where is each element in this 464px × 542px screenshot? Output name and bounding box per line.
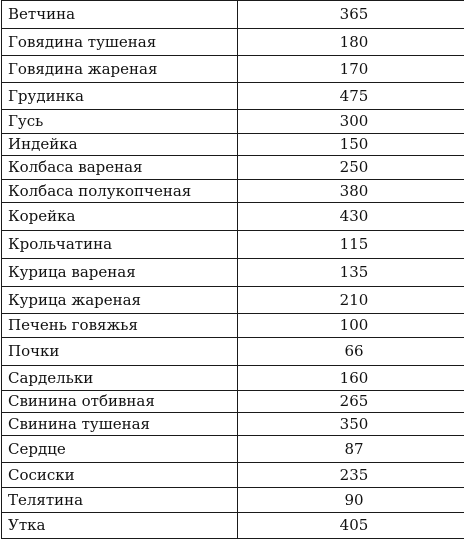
calorie-value-cell: 150: [238, 134, 464, 156]
table-row: [2, 134, 464, 156]
calorie-value-cell: 87: [238, 436, 464, 463]
calorie-value-cell: 115: [238, 231, 464, 259]
calorie-value-cell: 265: [238, 391, 464, 413]
table-row: [2, 83, 464, 110]
food-name-cell: Крольчатина: [2, 231, 238, 259]
table-row: [2, 231, 464, 259]
table-row: [2, 203, 464, 231]
calorie-value-cell: 365: [238, 1, 464, 29]
table-row: [2, 56, 464, 83]
table-row: [2, 391, 464, 413]
food-name-cell: Курица вареная: [2, 259, 238, 287]
food-name-cell: Сосиски: [2, 463, 238, 488]
food-name-cell: Колбаса вареная: [2, 156, 238, 180]
table-row: [2, 1, 464, 29]
food-name-cell: Утка: [2, 513, 238, 539]
table-row: [2, 463, 464, 488]
table-row: [2, 287, 464, 314]
table-row: [2, 180, 464, 203]
table-row: [2, 488, 464, 513]
food-name-cell: Телятина: [2, 488, 238, 513]
food-name-cell: Свинина тушеная: [2, 413, 238, 436]
calorie-value-cell: 90: [238, 488, 464, 513]
calorie-value-cell: 350: [238, 413, 464, 436]
table-row: [2, 110, 464, 134]
calorie-value-cell: 235: [238, 463, 464, 488]
calorie-value-cell: 405: [238, 513, 464, 539]
table-row: [2, 413, 464, 436]
calorie-value-cell: 250: [238, 156, 464, 180]
calorie-value-cell: 475: [238, 83, 464, 110]
food-name-cell: Курица жареная: [2, 287, 238, 314]
food-name-cell: Печень говяжья: [2, 314, 238, 338]
table-row: [2, 366, 464, 391]
table-row: [2, 156, 464, 180]
calorie-value-cell: 170: [238, 56, 464, 83]
calorie-value-cell: 180: [238, 29, 464, 56]
calorie-value-cell: 100: [238, 314, 464, 338]
food-name-cell: Сардельки: [2, 366, 238, 391]
food-name-cell: Индейка: [2, 134, 238, 156]
calorie-value-cell: 210: [238, 287, 464, 314]
food-calorie-table: [1, 0, 464, 539]
table-row: [2, 436, 464, 463]
table-row: [2, 314, 464, 338]
food-name-cell: Свинина отбивная: [2, 391, 238, 413]
calorie-value-cell: 160: [238, 366, 464, 391]
table-row: [2, 513, 464, 539]
food-name-cell: Гусь: [2, 110, 238, 134]
food-name-cell: Говядина тушеная: [2, 29, 238, 56]
food-name-cell: Сердце: [2, 436, 238, 463]
table-row: [2, 29, 464, 56]
calorie-value-cell: 135: [238, 259, 464, 287]
table-row: [2, 338, 464, 366]
food-name-cell: Колбаса полукопченая: [2, 180, 238, 203]
food-name-cell: Корейка: [2, 203, 238, 231]
calorie-value-cell: 66: [238, 338, 464, 366]
calorie-value-cell: 380: [238, 180, 464, 203]
food-name-cell: Почки: [2, 338, 238, 366]
table-row: [2, 259, 464, 287]
food-name-cell: Ветчина: [2, 1, 238, 29]
calorie-value-cell: 430: [238, 203, 464, 231]
calorie-value-cell: 300: [238, 110, 464, 134]
food-name-cell: Грудинка: [2, 83, 238, 110]
food-name-cell: Говядина жареная: [2, 56, 238, 83]
